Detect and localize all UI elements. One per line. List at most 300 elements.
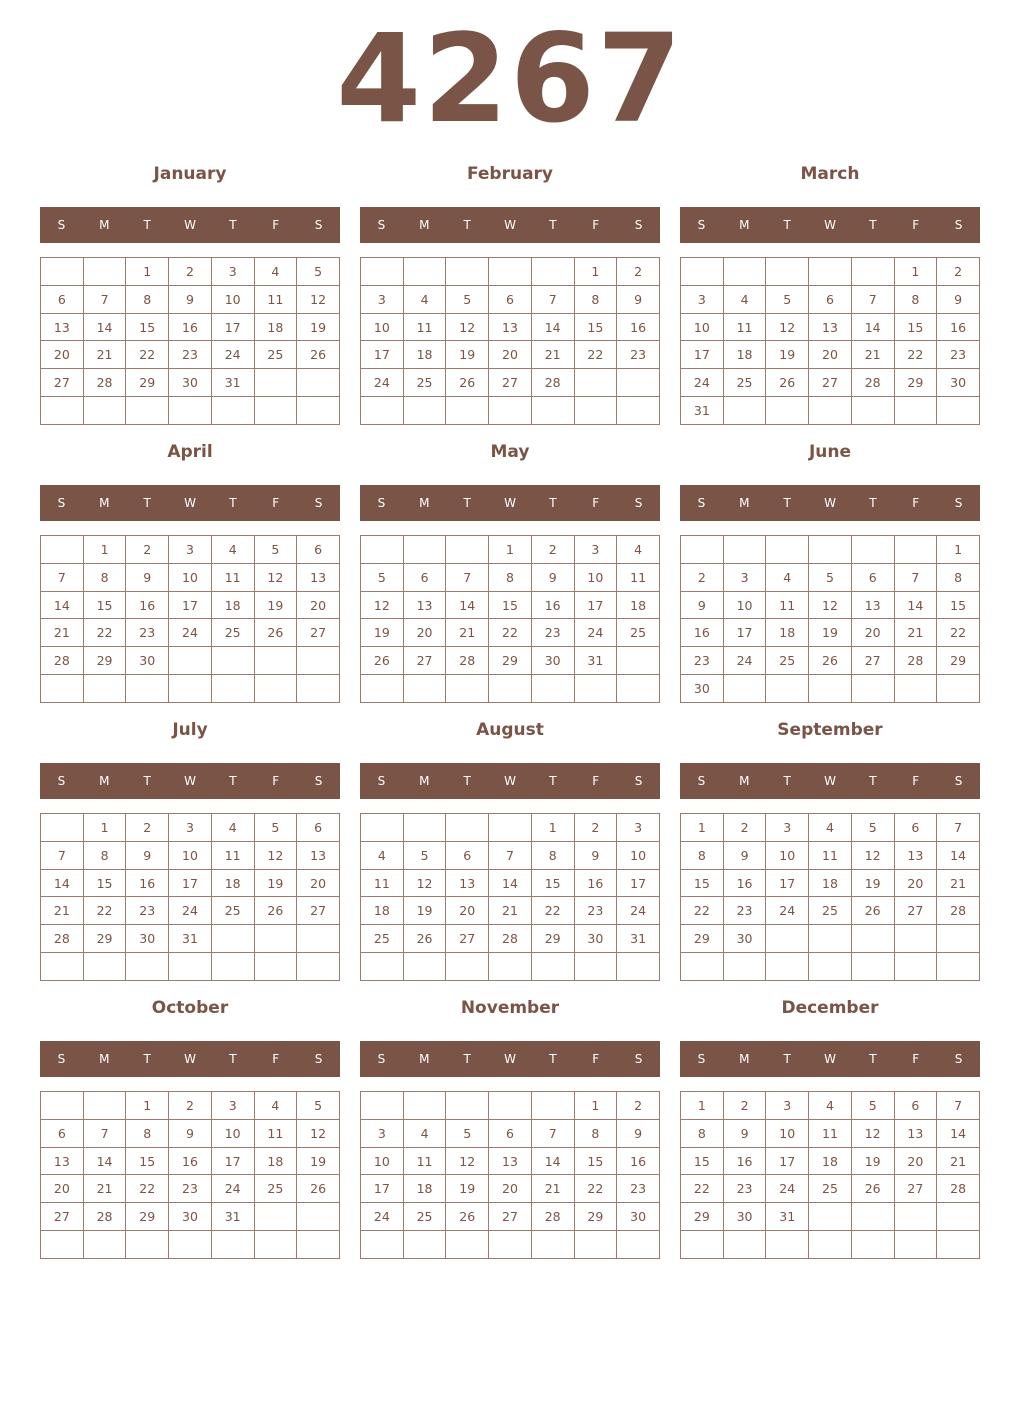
day-cell: 29: [531, 925, 574, 953]
week-row: [361, 897, 660, 925]
day-cell: 30: [937, 369, 980, 397]
day-cell: 17: [574, 591, 617, 619]
day-cell: [361, 675, 404, 703]
day-cell: 26: [254, 619, 297, 647]
weekday-header: [40, 763, 340, 799]
day-cell: 10: [574, 563, 617, 591]
day-cell: [766, 925, 809, 953]
day-cell: 2: [169, 258, 212, 286]
day-cell: [83, 953, 126, 981]
day-cell: [681, 1231, 724, 1259]
week-row: [681, 953, 980, 981]
day-cell: 16: [531, 591, 574, 619]
day-cell: 16: [937, 313, 980, 341]
week-row: [681, 647, 980, 675]
day-cell: [126, 1231, 169, 1259]
week-row: [361, 647, 660, 675]
day-cell: 14: [937, 1119, 980, 1147]
day-cell: [446, 1231, 489, 1259]
day-cell: 3: [574, 536, 617, 564]
day-grid: [680, 813, 980, 981]
day-cell: 16: [723, 1147, 766, 1175]
weekday-header: [360, 763, 660, 799]
weekday-label: T: [783, 1052, 791, 1066]
day-cell: [297, 953, 340, 981]
week-row: [41, 841, 340, 869]
weekday-header: [680, 207, 980, 243]
day-cell: 21: [894, 619, 937, 647]
day-cell: [403, 1231, 446, 1259]
week-row: [681, 814, 980, 842]
day-cell: 12: [403, 869, 446, 897]
day-cell: 5: [809, 563, 852, 591]
weekday-label: W: [184, 496, 196, 510]
day-cell: 31: [681, 397, 724, 425]
day-cell: [83, 1231, 126, 1259]
day-cell: 30: [169, 369, 212, 397]
day-cell: 18: [211, 591, 254, 619]
day-cell: 18: [254, 313, 297, 341]
day-cell: [809, 925, 852, 953]
day-cell: 1: [489, 536, 532, 564]
day-cell: 7: [446, 563, 489, 591]
day-cell: [937, 1203, 980, 1231]
day-cell: 18: [254, 1147, 297, 1175]
day-cell: [723, 675, 766, 703]
day-cell: 11: [403, 1147, 446, 1175]
day-cell: 2: [574, 814, 617, 842]
day-cell: [403, 814, 446, 842]
week-row: [681, 563, 980, 591]
day-cell: 17: [211, 313, 254, 341]
day-cell: 7: [894, 563, 937, 591]
day-cell: 11: [211, 563, 254, 591]
day-cell: 25: [723, 369, 766, 397]
day-cell: 11: [723, 313, 766, 341]
week-row: [41, 285, 340, 313]
day-cell: 5: [361, 563, 404, 591]
day-cell: 6: [41, 1119, 84, 1147]
weekday-label: T: [549, 496, 557, 510]
day-cell: 11: [211, 841, 254, 869]
day-cell: 24: [211, 1175, 254, 1203]
day-cell: 25: [617, 619, 660, 647]
day-cell: 1: [126, 258, 169, 286]
day-cell: 26: [446, 369, 489, 397]
day-cell: 26: [403, 925, 446, 953]
day-cell: 15: [681, 1147, 724, 1175]
day-cell: 7: [531, 285, 574, 313]
day-cell: 27: [894, 1175, 937, 1203]
day-cell: 14: [41, 869, 84, 897]
day-cell: 24: [169, 619, 212, 647]
day-cell: 14: [531, 313, 574, 341]
day-cell: 8: [126, 285, 169, 313]
day-grid: [360, 813, 660, 981]
week-row: [41, 869, 340, 897]
week-row: [41, 675, 340, 703]
day-cell: 21: [531, 1175, 574, 1203]
weekday-label: W: [504, 496, 516, 510]
month-title: April: [167, 442, 213, 462]
day-cell: 17: [169, 591, 212, 619]
day-cell: [403, 536, 446, 564]
day-cell: 19: [297, 313, 340, 341]
day-cell: [809, 675, 852, 703]
day-cell: [766, 953, 809, 981]
day-cell: 3: [681, 285, 724, 313]
day-cell: 24: [211, 341, 254, 369]
weekday-label: T: [869, 496, 877, 510]
weekday-label: M: [739, 496, 750, 510]
weekday-label: F: [272, 496, 280, 510]
day-cell: [254, 1231, 297, 1259]
day-cell: [297, 675, 340, 703]
weekday-header: [40, 1041, 340, 1077]
day-cell: [489, 258, 532, 286]
month-title: January: [153, 164, 227, 184]
day-cell: [723, 1231, 766, 1259]
week-row: [361, 675, 660, 703]
day-cell: 26: [297, 341, 340, 369]
day-cell: 8: [83, 841, 126, 869]
day-cell: 24: [361, 1203, 404, 1231]
day-cell: [254, 1203, 297, 1231]
day-cell: [489, 397, 532, 425]
day-cell: 1: [126, 1092, 169, 1120]
day-cell: 17: [681, 341, 724, 369]
day-cell: 27: [41, 1203, 84, 1231]
day-cell: 27: [809, 369, 852, 397]
day-cell: [83, 258, 126, 286]
day-cell: [851, 258, 894, 286]
week-row: [681, 1203, 980, 1231]
weekday-label: M: [419, 218, 430, 232]
day-cell: 25: [254, 341, 297, 369]
week-row: [361, 1175, 660, 1203]
day-cell: 1: [681, 1092, 724, 1120]
weekday-label: S: [377, 496, 386, 510]
year-title: 4267: [336, 8, 684, 150]
week-row: [681, 1119, 980, 1147]
day-cell: [894, 536, 937, 564]
day-cell: [617, 369, 660, 397]
weekday-label: S: [377, 218, 386, 232]
day-cell: 1: [83, 536, 126, 564]
day-cell: 22: [681, 897, 724, 925]
week-row: [681, 869, 980, 897]
day-cell: 2: [126, 814, 169, 842]
day-cell: 21: [41, 619, 84, 647]
weekday-label: S: [57, 774, 66, 788]
day-cell: 3: [169, 536, 212, 564]
day-cell: 28: [531, 1203, 574, 1231]
day-cell: [809, 536, 852, 564]
day-cell: 4: [403, 1119, 446, 1147]
day-cell: [126, 397, 169, 425]
day-cell: [169, 1231, 212, 1259]
day-cell: [489, 1231, 532, 1259]
weekday-label: M: [419, 774, 430, 788]
weekday-label: S: [57, 218, 66, 232]
week-row: [41, 1175, 340, 1203]
day-cell: 11: [361, 869, 404, 897]
weekday-label: T: [783, 496, 791, 510]
day-cell: 20: [403, 619, 446, 647]
weekday-label: W: [824, 496, 836, 510]
day-cell: [446, 397, 489, 425]
day-cell: 3: [211, 258, 254, 286]
weekday-label: M: [99, 496, 110, 510]
weekday-label: T: [869, 1052, 877, 1066]
week-row: [41, 1147, 340, 1175]
day-cell: [489, 1092, 532, 1120]
day-cell: 20: [297, 869, 340, 897]
weekday-label: T: [229, 218, 237, 232]
day-cell: 16: [169, 1147, 212, 1175]
day-cell: 9: [937, 285, 980, 313]
day-grid: [680, 535, 980, 703]
day-cell: 6: [894, 1092, 937, 1120]
day-cell: [169, 953, 212, 981]
day-cell: [361, 814, 404, 842]
day-cell: 26: [297, 1175, 340, 1203]
day-cell: 8: [126, 1119, 169, 1147]
week-row: [681, 258, 980, 286]
week-row: [41, 1119, 340, 1147]
day-cell: 12: [297, 285, 340, 313]
day-cell: 10: [169, 841, 212, 869]
day-cell: 14: [489, 869, 532, 897]
day-cell: 10: [211, 285, 254, 313]
weekday-label: S: [634, 1052, 643, 1066]
weekday-label: T: [549, 1052, 557, 1066]
weekday-label: M: [419, 1052, 430, 1066]
week-row: [681, 369, 980, 397]
day-cell: [937, 397, 980, 425]
weekday-label: S: [377, 774, 386, 788]
day-cell: 19: [766, 341, 809, 369]
day-cell: 15: [126, 1147, 169, 1175]
day-cell: 12: [254, 841, 297, 869]
day-cell: 18: [403, 341, 446, 369]
week-row: [361, 1231, 660, 1259]
week-row: [361, 536, 660, 564]
day-cell: [574, 397, 617, 425]
day-cell: 3: [617, 814, 660, 842]
day-cell: 13: [894, 841, 937, 869]
weekday-label: W: [824, 1052, 836, 1066]
day-cell: 23: [126, 897, 169, 925]
day-cell: 4: [403, 285, 446, 313]
month-title: May: [490, 442, 530, 462]
day-cell: 23: [937, 341, 980, 369]
day-cell: 4: [361, 841, 404, 869]
day-cell: 27: [297, 619, 340, 647]
day-cell: [894, 1203, 937, 1231]
day-grid: [360, 1091, 660, 1259]
day-cell: 7: [489, 841, 532, 869]
day-cell: [766, 536, 809, 564]
day-cell: 19: [809, 619, 852, 647]
day-cell: 23: [531, 619, 574, 647]
day-cell: 28: [83, 1203, 126, 1231]
week-row: [41, 341, 340, 369]
day-cell: 22: [489, 619, 532, 647]
weekday-label: T: [229, 1052, 237, 1066]
week-row: [41, 619, 340, 647]
day-cell: 20: [446, 897, 489, 925]
day-cell: 31: [617, 925, 660, 953]
week-row: [41, 536, 340, 564]
weekday-label: T: [783, 218, 791, 232]
day-cell: [723, 258, 766, 286]
day-cell: 1: [574, 258, 617, 286]
day-cell: 23: [681, 647, 724, 675]
day-cell: 30: [531, 647, 574, 675]
week-row: [41, 258, 340, 286]
day-cell: [851, 397, 894, 425]
day-cell: [723, 397, 766, 425]
day-grid: [40, 257, 340, 425]
day-cell: 29: [83, 647, 126, 675]
day-cell: 29: [126, 369, 169, 397]
day-cell: [446, 953, 489, 981]
day-cell: 11: [809, 841, 852, 869]
month-title: November: [460, 998, 560, 1018]
day-cell: [574, 369, 617, 397]
day-cell: 30: [681, 675, 724, 703]
week-row: [41, 313, 340, 341]
day-cell: 12: [446, 1147, 489, 1175]
month-title: September: [777, 720, 883, 740]
day-cell: [211, 647, 254, 675]
weekday-label: M: [99, 1052, 110, 1066]
day-cell: [254, 925, 297, 953]
week-row: [681, 675, 980, 703]
day-cell: [41, 258, 84, 286]
weekday-label: S: [697, 496, 706, 510]
day-cell: 2: [723, 814, 766, 842]
day-cell: 28: [531, 369, 574, 397]
week-row: [361, 591, 660, 619]
day-cell: 25: [211, 619, 254, 647]
day-cell: 8: [83, 563, 126, 591]
day-cell: 16: [126, 591, 169, 619]
day-cell: 18: [809, 869, 852, 897]
day-cell: 15: [126, 313, 169, 341]
day-cell: 29: [574, 1203, 617, 1231]
day-cell: [169, 647, 212, 675]
day-cell: 10: [211, 1119, 254, 1147]
weekday-label: S: [634, 774, 643, 788]
day-cell: 21: [83, 1175, 126, 1203]
day-cell: 17: [617, 869, 660, 897]
day-cell: 2: [169, 1092, 212, 1120]
day-cell: [211, 397, 254, 425]
week-row: [681, 1092, 980, 1120]
weekday-label: T: [143, 774, 151, 788]
day-cell: 11: [254, 285, 297, 313]
day-cell: [617, 647, 660, 675]
day-cell: 3: [766, 814, 809, 842]
day-cell: 24: [169, 897, 212, 925]
day-cell: 4: [617, 536, 660, 564]
day-cell: [211, 1231, 254, 1259]
week-row: [361, 341, 660, 369]
day-cell: [617, 1231, 660, 1259]
weekday-label: W: [504, 774, 516, 788]
day-cell: 31: [169, 925, 212, 953]
month-title: October: [151, 998, 229, 1018]
day-cell: 29: [83, 925, 126, 953]
week-row: [681, 397, 980, 425]
day-cell: 8: [574, 285, 617, 313]
day-cell: 30: [617, 1203, 660, 1231]
day-cell: [617, 953, 660, 981]
day-cell: 11: [766, 591, 809, 619]
day-cell: 8: [681, 1119, 724, 1147]
day-cell: 1: [574, 1092, 617, 1120]
day-cell: [489, 675, 532, 703]
day-cell: 27: [403, 647, 446, 675]
day-cell: 3: [361, 1119, 404, 1147]
day-cell: 9: [126, 841, 169, 869]
day-cell: [531, 1092, 574, 1120]
day-cell: 23: [723, 897, 766, 925]
day-cell: 30: [126, 925, 169, 953]
weekday-label: S: [697, 1052, 706, 1066]
day-grid: [40, 1091, 340, 1259]
day-cell: 21: [531, 341, 574, 369]
weekday-label: T: [143, 218, 151, 232]
day-cell: [361, 953, 404, 981]
day-cell: [531, 675, 574, 703]
day-cell: 19: [254, 869, 297, 897]
day-cell: 14: [83, 1147, 126, 1175]
day-cell: 29: [126, 1203, 169, 1231]
day-cell: [297, 925, 340, 953]
week-row: [41, 563, 340, 591]
day-cell: 12: [297, 1119, 340, 1147]
day-cell: 12: [446, 313, 489, 341]
day-cell: [361, 536, 404, 564]
week-row: [41, 953, 340, 981]
day-cell: 23: [169, 1175, 212, 1203]
day-cell: 4: [809, 1092, 852, 1120]
month-title: August: [476, 720, 544, 740]
day-cell: 4: [211, 814, 254, 842]
day-cell: [766, 675, 809, 703]
day-cell: 9: [126, 563, 169, 591]
day-cell: [403, 397, 446, 425]
day-cell: 2: [531, 536, 574, 564]
weekday-label: S: [634, 496, 643, 510]
day-cell: 25: [403, 1203, 446, 1231]
day-cell: 20: [41, 1175, 84, 1203]
weekday-label: F: [912, 774, 920, 788]
day-cell: 3: [169, 814, 212, 842]
day-cell: 19: [254, 591, 297, 619]
day-cell: 28: [894, 647, 937, 675]
day-cell: 17: [169, 869, 212, 897]
day-cell: 20: [41, 341, 84, 369]
week-row: [41, 1231, 340, 1259]
day-cell: 18: [723, 341, 766, 369]
day-cell: 17: [361, 341, 404, 369]
day-cell: 27: [894, 897, 937, 925]
weekday-label: F: [912, 496, 920, 510]
